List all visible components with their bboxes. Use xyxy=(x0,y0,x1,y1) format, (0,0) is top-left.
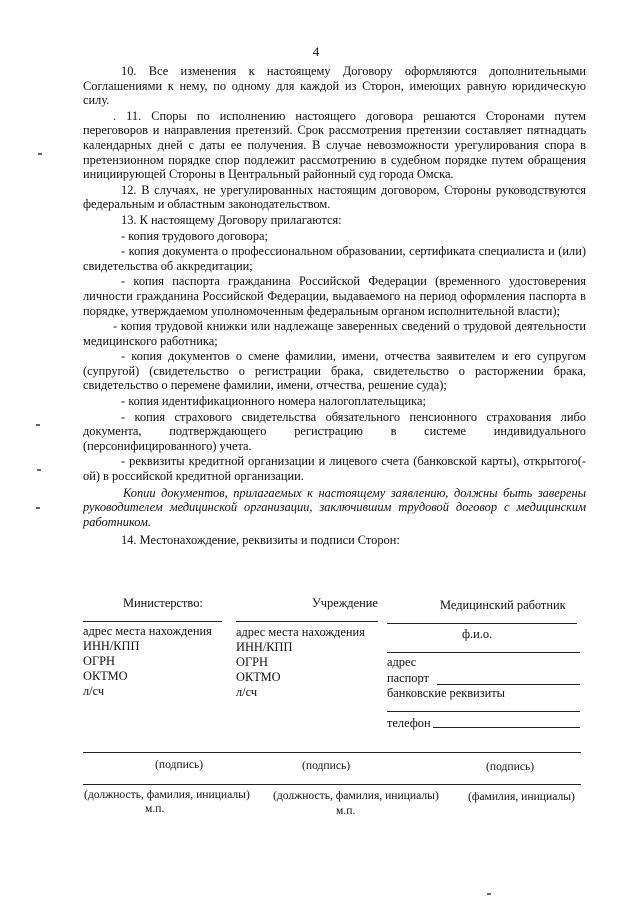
worker-passport-line xyxy=(437,684,580,685)
ministry-inn-label: ИНН/КПП xyxy=(83,639,140,653)
clause-11: . 11. Споры по исполнению настоящего договора решаются Сторонами путем переговоров и направления претензий. Срок рассмотрения претензии составляет пятнадцать календарных дней с даты ее получения. В случае невозможности урегулирования спора в претензионном порядке спор подлежит рассмотрению в судебном порядке путем обращения инициирующей Стороны в Центральный районный суд города Омска. xyxy=(83,108,586,182)
ministry-oktmo-label: ОКТМО xyxy=(83,669,128,683)
worker-fio-line xyxy=(387,652,580,653)
party-worker: Медицинский работник xyxy=(440,598,566,612)
ministry-seal-label: м.п. xyxy=(145,802,165,815)
party-ministry: Министерство: xyxy=(123,596,203,610)
document-body xyxy=(83,64,586,549)
institution-seal-label: м.п. xyxy=(336,804,356,817)
signature-line xyxy=(83,752,581,753)
scan-mark xyxy=(36,424,40,426)
attachment-item: - копия документов о смене фамилии, имени, отчества заявителем и его супругом (супругой) (свидетельство о регистрации брака, свидетельство о расторжении брака, свидетельство о перемене фамилии, имени, отчества, решение суда); xyxy=(83,349,586,393)
page-number: 4 xyxy=(312,44,320,59)
worker-phone-label: телефон xyxy=(387,716,431,730)
clause-14: 14. Местонахождение, реквизиты и подписи Сторон: xyxy=(121,533,400,548)
worker-bank-line xyxy=(387,711,580,712)
worker-signature-label: (подпись) xyxy=(486,760,535,773)
ministry-account-label: л/сч xyxy=(83,684,105,698)
worker-name-caption: (фамилия, инициалы) xyxy=(468,790,575,803)
attachment-item: - копия трудовой книжки или надлежаще заверенных сведений о трудовой деятельности медицинского работника; xyxy=(83,319,586,348)
ministry-signature-label: (подпись) xyxy=(155,758,204,771)
ministry-name-line xyxy=(83,621,222,622)
attachment-item: - копия идентификационного номера налогоплательщика; xyxy=(121,394,426,409)
worker-address-label: адрес xyxy=(387,655,417,669)
ministry-address-label: адрес места нахождения xyxy=(83,624,212,638)
attachment-item: - копия страхового свидетельства обязательного пенсионного страхования либо документа, подтверждающего регистрацию в системе индивидуального (персонифицированного) учета. xyxy=(83,409,586,453)
worker-passport-label: паспорт xyxy=(387,671,429,685)
worker-name-line xyxy=(387,623,577,624)
scan-mark xyxy=(38,153,42,155)
name-line xyxy=(83,784,581,785)
clause-10: 10. Все изменения к настоящему Договору оформляются дополнительными Соглашениями к нему, по одному для каждой из Сторон, имеющих равную юридическую силу. xyxy=(83,64,586,108)
scan-mark xyxy=(487,893,491,895)
institution-address-label: адрес места нахождения xyxy=(236,625,365,639)
attachment-item: - копия паспорта гражданина Российской Федерации (временного удостоверения личности гражданина Российской Федерации, выдаваемого на период оформления паспорта в порядке, утверждаемом уполномоченным федеральным органом исполнительной власти); xyxy=(83,274,586,318)
institution-ogrn-label: ОГРН xyxy=(236,655,268,669)
ministry-name-caption: (должность, фамилия, инициалы) xyxy=(84,788,250,801)
institution-oktmo-label: ОКТМО xyxy=(236,670,281,684)
attachment-item: - копия документа о профессиональном образовании, сертификата специалиста и (или) свидетельства об аккредитации; xyxy=(83,244,586,273)
scan-mark xyxy=(37,469,41,471)
clause-12: 12. В случаях, не урегулированных настоящим договором, Стороны руководствуются федеральным и областным законодательством. xyxy=(83,182,586,212)
clause-13: 13. К настоящему Договору прилагаются: xyxy=(121,212,342,227)
institution-name-caption: (должность, фамилия, инициалы) xyxy=(273,789,439,802)
worker-phone-line xyxy=(433,727,580,728)
certification-note: Копии документов, прилагаемых к настоящему заявлению, должны быть заверены руководителем медицинской организации, заключившим трудовой договор с медицинским работником. xyxy=(83,485,586,529)
worker-fio-label: ф.и.о. xyxy=(462,627,493,641)
party-institution: Учреждение xyxy=(312,596,378,610)
worker-bank-label: банковские реквизиты xyxy=(387,686,506,700)
ministry-ogrn-label: ОГРН xyxy=(83,654,115,668)
institution-inn-label: ИНН/КПП xyxy=(236,640,293,654)
attachment-item: - копия трудового договора; xyxy=(121,228,268,243)
institution-account-label: л/сч xyxy=(236,685,258,699)
institution-name-line xyxy=(236,621,378,622)
institution-signature-label: (подпись) xyxy=(302,759,351,772)
scan-mark xyxy=(36,507,40,509)
attachment-item: - реквизиты кредитной организации и лицевого счета (банковской карты), открытого(-ой) в российской кредитной организации. xyxy=(83,454,586,484)
